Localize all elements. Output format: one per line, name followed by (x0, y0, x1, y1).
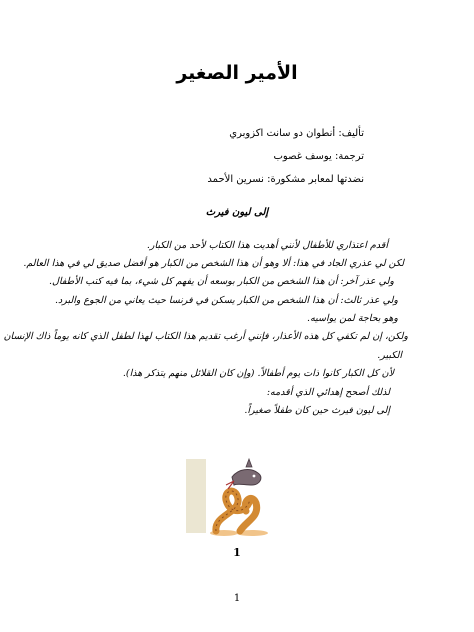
snake-illustration (186, 455, 290, 537)
page-number: 1 (233, 593, 241, 604)
body-line: ولكن، إن لم تكفي كل هذه الأعذار، فإنني أرغب تقديم هذا الكتاب لهذا لطفل الذي كانه يوماً ذاك الإنسان (3, 331, 408, 342)
body-line: الكبير. (377, 350, 402, 361)
dedication-heading: إلى ليون فيرث (205, 207, 269, 218)
author-line: تأليف: أنطوان دو سانت اكزوبري (229, 128, 364, 139)
body-line: وهو بحاجة لمن يواسيه. (307, 313, 398, 324)
body-line: لأن كل الكبار كانوا ذات يوم أطفالاً. (وإن كان القلائل منهم يتذكر هذا). (122, 368, 394, 379)
translator-line: ترجمة: يوسف غصوب (273, 151, 364, 162)
chapter-number: 1 (233, 546, 241, 559)
body-line: ولي عذر ثالث: أن هذا الشخص من الكبار يسكن في فرنسا حيث يعاني من الجوع والبرد. (54, 295, 398, 306)
body-line: أقدم اعتذاري للأطفال لأنني أهديت هذا الكتاب لأحد من الكبار. (146, 240, 388, 251)
page-title: الأمير الصغير (176, 62, 298, 84)
body-line: لكن لي عذري الجاد في هذا: ألا وهو أن هذا الشخص من الكبار هو أفضل صديق لي في هذا العالم. (23, 258, 404, 269)
editor-line: نضدتها لمعابر مشكورة: نسرين الأحمد (207, 174, 364, 185)
body-line: ولي عذر آخر: أن هذا الشخص من الكبار بوسعه أن يفهم كل شيء، بما فيه كتب الأطفال. (49, 276, 394, 287)
body-line: إلى ليون فيرث حين كان طفلاً صغيراً. (244, 405, 390, 416)
body-line: لذلك أصحح إهدائي الذي أقدمه: (266, 387, 390, 398)
